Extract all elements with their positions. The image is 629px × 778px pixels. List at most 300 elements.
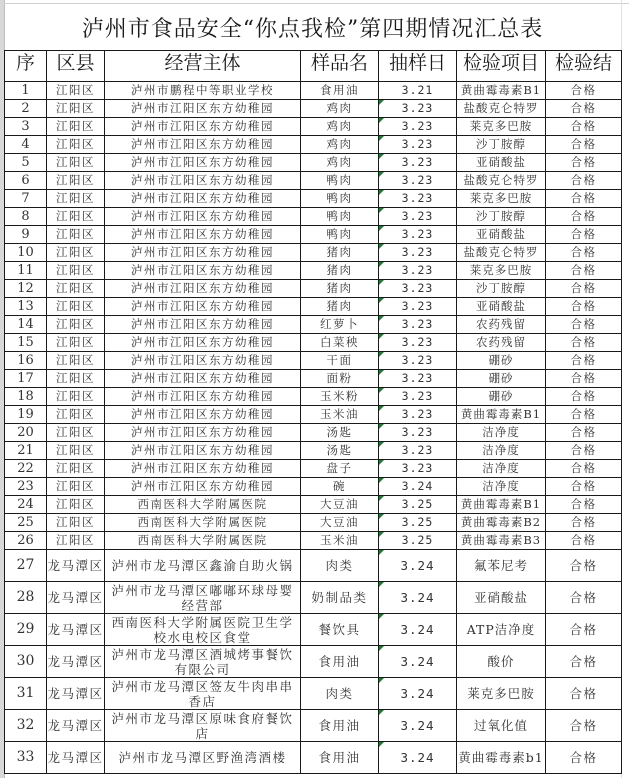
text-number-warning-icon[interactable] (379, 478, 384, 483)
cell-date[interactable] (379, 710, 457, 742)
cell-district[interactable]: 江阳区 (47, 244, 105, 262)
cell-item[interactable]: 莱克多巴胺 (457, 190, 546, 208)
cell-result[interactable]: 合格 (546, 244, 622, 262)
cell-result[interactable]: 合格 (546, 532, 622, 550)
cell-date[interactable] (379, 496, 457, 514)
cell-district[interactable]: 江阳区 (47, 280, 105, 298)
cell-district[interactable]: 龙马潭区 (47, 614, 105, 646)
cell-date[interactable] (379, 262, 457, 280)
table-header-row (5, 51, 622, 82)
cell-item[interactable]: 黄曲霉毒素B1 (457, 82, 546, 100)
cell-date[interactable] (379, 582, 457, 614)
cell-entity[interactable]: 泸州市江阳区东方幼稚园 (105, 244, 301, 262)
table-row (5, 646, 622, 678)
table-row (5, 244, 622, 262)
cell-date[interactable] (379, 316, 457, 334)
header-sample[interactable]: 样品名 (301, 51, 379, 82)
date-value: 3.23 (401, 425, 434, 439)
cell-sample[interactable]: 肉类 (301, 550, 379, 582)
cell-result[interactable]: 合格 (546, 388, 622, 406)
text-number-warning-icon[interactable] (379, 190, 384, 195)
cell-seq[interactable]: 28 (5, 582, 47, 614)
text-number-warning-icon[interactable] (379, 710, 384, 715)
cell-entity[interactable]: 泸州市江阳区东方幼稚园 (105, 280, 301, 298)
cell-sample[interactable]: 鸭肉 (301, 190, 379, 208)
cell-date[interactable] (379, 614, 457, 646)
cell-district[interactable]: 江阳区 (47, 496, 105, 514)
table-row (5, 710, 622, 742)
cell-result[interactable]: 合格 (546, 226, 622, 244)
cell-sample[interactable]: 猪肉 (301, 244, 379, 262)
cell-sample[interactable]: 食用油 (301, 742, 379, 774)
cell-item[interactable]: 亚硝酸盐 (457, 154, 546, 172)
cell-seq[interactable]: 30 (5, 646, 47, 678)
cell-sample[interactable]: 大豆油 (301, 514, 379, 532)
text-number-warning-icon[interactable] (379, 352, 384, 357)
date-value: 3.23 (401, 335, 434, 349)
cell-seq[interactable]: 16 (5, 352, 47, 370)
cell-result[interactable]: 合格 (546, 424, 622, 442)
cell-entity[interactable]: 泸州市江阳区东方幼稚园 (105, 406, 301, 424)
cell-date[interactable] (379, 226, 457, 244)
cell-item[interactable]: 亚硝酸盐 (457, 298, 546, 316)
cell-district[interactable]: 江阳区 (47, 190, 105, 208)
cell-seq[interactable]: 12 (5, 280, 47, 298)
cell-seq[interactable]: 2 (5, 100, 47, 118)
cell-item[interactable]: 盐酸克仑特罗 (457, 172, 546, 190)
cell-entity[interactable]: 泸州市江阳区东方幼稚园 (105, 370, 301, 388)
cell-item[interactable]: 沙丁胺醇 (457, 280, 546, 298)
cell-date[interactable] (379, 478, 457, 496)
cell-item[interactable]: 洁净度 (457, 442, 546, 460)
cell-district[interactable]: 江阳区 (47, 136, 105, 154)
cell-date[interactable] (379, 190, 457, 208)
text-number-warning-icon[interactable] (379, 172, 384, 177)
cell-result[interactable]: 合格 (546, 742, 622, 774)
cell-sample[interactable]: 鸡肉 (301, 118, 379, 136)
table-body (5, 82, 622, 774)
cell-result[interactable]: 合格 (546, 136, 622, 154)
cell-result[interactable]: 合格 (546, 190, 622, 208)
cell-entity[interactable]: 西南医科大学附属医院 (105, 514, 301, 532)
cell-entity[interactable]: 泸州市龙马潭区鑫渝自助火锅 (105, 550, 301, 582)
cell-sample[interactable]: 红萝卜 (301, 316, 379, 334)
cell-entity[interactable]: 泸州市江阳区东方幼稚园 (105, 172, 301, 190)
text-number-warning-icon[interactable] (379, 226, 384, 231)
cell-item[interactable]: 黄曲霉毒素B3 (457, 532, 546, 550)
cell-date[interactable] (379, 406, 457, 424)
cell-seq[interactable]: 32 (5, 710, 47, 742)
cell-seq[interactable]: 25 (5, 514, 47, 532)
cell-sample[interactable]: 鸡肉 (301, 154, 379, 172)
text-number-warning-icon[interactable] (379, 118, 384, 123)
cell-date[interactable] (379, 334, 457, 352)
date-value: 3.23 (401, 389, 434, 403)
cell-entity[interactable]: 泸州市江阳区东方幼稚园 (105, 460, 301, 478)
cell-district[interactable]: 江阳区 (47, 334, 105, 352)
cell-entity[interactable]: 泸州市江阳区东方幼稚园 (105, 442, 301, 460)
cell-item[interactable]: 硼砂 (457, 370, 546, 388)
cell-district[interactable]: 龙马潭区 (47, 582, 105, 614)
cell-district[interactable]: 江阳区 (47, 424, 105, 442)
cell-item[interactable]: 洁净度 (457, 460, 546, 478)
cell-sample[interactable]: 玉米油 (301, 406, 379, 424)
cell-item[interactable]: 硼砂 (457, 388, 546, 406)
cell-seq[interactable]: 22 (5, 460, 47, 478)
date-value: 3.21 (401, 83, 434, 97)
cell-district[interactable]: 江阳区 (47, 406, 105, 424)
cell-result[interactable]: 合格 (546, 582, 622, 614)
cell-district[interactable]: 江阳区 (47, 442, 105, 460)
cell-district[interactable]: 江阳区 (47, 118, 105, 136)
cell-date[interactable] (379, 388, 457, 406)
cell-result[interactable]: 合格 (546, 208, 622, 226)
cell-result[interactable]: 合格 (546, 352, 622, 370)
cell-seq[interactable]: 10 (5, 244, 47, 262)
cell-result[interactable]: 合格 (546, 678, 622, 710)
cell-sample[interactable]: 鸭肉 (301, 172, 379, 190)
date-value: 3.24 (400, 654, 435, 669)
cell-item[interactable]: 硼砂 (457, 352, 546, 370)
text-number-warning-icon[interactable] (379, 316, 384, 321)
cell-date[interactable] (379, 244, 457, 262)
cell-district[interactable]: 龙马潭区 (47, 710, 105, 742)
date-value: 3.23 (401, 137, 434, 151)
cell-entity[interactable]: 泸州市龙马潭区原味食府餐饮店 (105, 710, 301, 742)
cell-item[interactable]: 盐酸克仑特罗 (457, 100, 546, 118)
cell-date[interactable] (379, 172, 457, 190)
cell-item[interactable]: 农药残留 (457, 334, 546, 352)
cell-district[interactable]: 龙马潭区 (47, 646, 105, 678)
cell-entity[interactable]: 泸州市江阳区东方幼稚园 (105, 226, 301, 244)
cell-sample[interactable]: 食用油 (301, 646, 379, 678)
cell-seq[interactable]: 4 (5, 136, 47, 154)
cell-result[interactable]: 合格 (546, 172, 622, 190)
text-number-warning-icon[interactable] (379, 334, 384, 339)
cell-result[interactable]: 合格 (546, 316, 622, 334)
cell-result[interactable]: 合格 (546, 100, 622, 118)
cell-sample[interactable]: 猪肉 (301, 280, 379, 298)
cell-date[interactable] (379, 442, 457, 460)
cell-item[interactable]: 氟苯尼考 (457, 550, 546, 582)
text-number-warning-icon[interactable] (379, 742, 384, 747)
cell-item[interactable]: 洁净度 (457, 478, 546, 496)
cell-item[interactable]: 亚硝酸盐 (457, 226, 546, 244)
cell-date[interactable] (379, 100, 457, 118)
cell-seq[interactable]: 26 (5, 532, 47, 550)
cell-date[interactable] (379, 118, 457, 136)
text-number-warning-icon[interactable] (379, 496, 384, 501)
cell-result[interactable]: 合格 (546, 280, 622, 298)
cell-district[interactable]: 江阳区 (47, 388, 105, 406)
cell-item[interactable]: 莱克多巴胺 (457, 262, 546, 280)
cell-district[interactable]: 江阳区 (47, 478, 105, 496)
cell-date[interactable] (379, 82, 457, 100)
cell-result[interactable]: 合格 (546, 262, 622, 280)
cell-seq[interactable]: 24 (5, 496, 47, 514)
cell-district[interactable]: 江阳区 (47, 262, 105, 280)
cell-date[interactable] (379, 460, 457, 478)
cell-date[interactable] (379, 298, 457, 316)
cell-seq[interactable]: 1 (5, 82, 47, 100)
cell-date[interactable] (379, 370, 457, 388)
cell-entity[interactable]: 泸州市江阳区东方幼稚园 (105, 334, 301, 352)
cell-result[interactable]: 合格 (546, 370, 622, 388)
cell-sample[interactable]: 盘子 (301, 460, 379, 478)
text-number-warning-icon[interactable] (379, 136, 384, 141)
cell-entity[interactable]: 泸州市江阳区东方幼稚园 (105, 388, 301, 406)
cell-sample[interactable]: 鸭肉 (301, 208, 379, 226)
text-number-warning-icon[interactable] (379, 514, 384, 519)
cell-seq[interactable]: 27 (5, 550, 47, 582)
cell-sample[interactable]: 玉米粉 (301, 388, 379, 406)
cell-sample[interactable]: 面粉 (301, 370, 379, 388)
cell-seq[interactable]: 17 (5, 370, 47, 388)
cell-entity[interactable]: 泸州市龙马潭区野渔湾酒楼 (105, 742, 301, 774)
cell-entity[interactable]: 泸州市龙马潭区嘟嘟环球母婴经营部 (105, 582, 301, 614)
cell-sample[interactable]: 食用油 (301, 710, 379, 742)
cell-district[interactable]: 江阳区 (47, 226, 105, 244)
cell-item[interactable]: 洁净度 (457, 424, 546, 442)
cell-seq[interactable]: 7 (5, 190, 47, 208)
text-number-warning-icon[interactable] (379, 646, 384, 651)
header-district[interactable]: 区县 (47, 51, 105, 82)
cell-seq[interactable]: 8 (5, 208, 47, 226)
table-row (5, 460, 622, 478)
cell-entity[interactable]: 泸州市江阳区东方幼稚园 (105, 136, 301, 154)
date-value: 3.25 (401, 515, 434, 529)
text-number-warning-icon[interactable] (379, 442, 384, 447)
cell-district[interactable]: 江阳区 (47, 208, 105, 226)
cell-seq[interactable]: 15 (5, 334, 47, 352)
cell-seq[interactable]: 20 (5, 424, 47, 442)
cell-sample[interactable]: 鸡肉 (301, 100, 379, 118)
cell-result[interactable]: 合格 (546, 334, 622, 352)
cell-sample[interactable]: 大豆油 (301, 496, 379, 514)
cell-result[interactable]: 合格 (546, 298, 622, 316)
cell-district[interactable]: 江阳区 (47, 352, 105, 370)
text-number-warning-icon[interactable] (379, 532, 384, 537)
cell-seq[interactable]: 14 (5, 316, 47, 334)
table-row (5, 678, 622, 710)
text-number-warning-icon[interactable] (379, 370, 384, 375)
cell-district[interactable]: 江阳区 (47, 298, 105, 316)
cell-entity[interactable]: 泸州市江阳区东方幼稚园 (105, 316, 301, 334)
cell-district[interactable]: 江阳区 (47, 82, 105, 100)
text-number-warning-icon[interactable] (379, 582, 384, 587)
date-value: 3.23 (401, 119, 434, 133)
cell-result[interactable]: 合格 (546, 82, 622, 100)
cell-district[interactable]: 江阳区 (47, 154, 105, 172)
cell-date[interactable] (379, 136, 457, 154)
cell-seq[interactable]: 19 (5, 406, 47, 424)
text-number-warning-icon[interactable] (379, 244, 384, 249)
cell-seq[interactable]: 21 (5, 442, 47, 460)
right-gridline (621, 0, 629, 778)
text-number-warning-icon[interactable] (379, 424, 384, 429)
cell-date[interactable] (379, 424, 457, 442)
cell-item[interactable]: 莱克多巴胺 (457, 118, 546, 136)
cell-item[interactable]: 过氧化值 (457, 710, 546, 742)
cell-item[interactable]: 黄曲霉毒素B2 (457, 514, 546, 532)
cell-result[interactable]: 合格 (546, 118, 622, 136)
table-row (5, 478, 622, 496)
cell-sample[interactable]: 汤匙 (301, 442, 379, 460)
cell-item[interactable]: 酸价 (457, 646, 546, 678)
cell-seq[interactable]: 6 (5, 172, 47, 190)
cell-date[interactable] (379, 742, 457, 774)
cell-seq[interactable]: 29 (5, 614, 47, 646)
cell-sample[interactable]: 汤匙 (301, 424, 379, 442)
cell-result[interactable]: 合格 (546, 550, 622, 582)
text-number-warning-icon[interactable] (379, 280, 384, 285)
cell-date[interactable] (379, 352, 457, 370)
cell-entity[interactable]: 泸州市江阳区东方幼稚园 (105, 352, 301, 370)
cell-result[interactable]: 合格 (546, 710, 622, 742)
text-number-warning-icon[interactable] (379, 208, 384, 213)
cell-district[interactable]: 龙马潭区 (47, 742, 105, 774)
cell-date[interactable] (379, 678, 457, 710)
cell-item[interactable]: 亚硝酸盐 (457, 582, 546, 614)
cell-seq[interactable]: 11 (5, 262, 47, 280)
cell-entity[interactable]: 西南医科大学附属医院 (105, 532, 301, 550)
cell-district[interactable]: 龙马潭区 (47, 678, 105, 710)
cell-district[interactable]: 江阳区 (47, 316, 105, 334)
cell-sample[interactable]: 鸭肉 (301, 226, 379, 244)
header-item[interactable]: 检验项目 (457, 51, 546, 82)
cell-item[interactable]: ATP洁净度 (457, 614, 546, 646)
cell-entity[interactable]: 泸州市鹏程中等职业学校 (105, 82, 301, 100)
cell-district[interactable]: 江阳区 (47, 460, 105, 478)
cell-result[interactable]: 合格 (546, 406, 622, 424)
table-row (5, 82, 622, 100)
table-row (5, 136, 622, 154)
cell-result[interactable]: 合格 (546, 514, 622, 532)
cell-result[interactable]: 合格 (546, 496, 622, 514)
date-value: 3.23 (401, 263, 434, 277)
cell-result[interactable]: 合格 (546, 614, 622, 646)
cell-entity[interactable]: 泸州市江阳区东方幼稚园 (105, 478, 301, 496)
table-row (5, 100, 622, 118)
cell-seq[interactable]: 13 (5, 298, 47, 316)
cell-result[interactable]: 合格 (546, 478, 622, 496)
cell-result[interactable]: 合格 (546, 442, 622, 460)
cell-district[interactable]: 江阳区 (47, 370, 105, 388)
cell-sample[interactable]: 玉米油 (301, 532, 379, 550)
cell-district[interactable]: 江阳区 (47, 532, 105, 550)
cell-seq[interactable]: 18 (5, 388, 47, 406)
cell-sample[interactable]: 干面 (301, 352, 379, 370)
cell-district[interactable]: 江阳区 (47, 172, 105, 190)
date-value: 3.24 (400, 590, 435, 605)
date-value: 3.25 (401, 497, 434, 511)
cell-district[interactable]: 江阳区 (47, 100, 105, 118)
text-number-warning-icon[interactable] (379, 298, 384, 303)
cell-result[interactable]: 合格 (546, 154, 622, 172)
cell-district[interactable]: 江阳区 (47, 514, 105, 532)
cell-entity[interactable]: 泸州市江阳区东方幼稚园 (105, 208, 301, 226)
cell-sample[interactable]: 餐饮具 (301, 614, 379, 646)
header-result[interactable]: 检验结 (546, 51, 622, 82)
cell-district[interactable]: 龙马潭区 (47, 550, 105, 582)
cell-entity[interactable]: 泸州市江阳区东方幼稚园 (105, 424, 301, 442)
cell-result[interactable]: 合格 (546, 646, 622, 678)
cell-seq[interactable]: 5 (5, 154, 47, 172)
table-row (5, 582, 622, 614)
text-number-warning-icon[interactable] (379, 154, 384, 159)
table-row (5, 226, 622, 244)
cell-seq[interactable]: 9 (5, 226, 47, 244)
cell-entity[interactable]: 西南医科大学附属医院卫生学校水电校区食堂 (105, 614, 301, 646)
cell-date[interactable] (379, 280, 457, 298)
cell-sample[interactable]: 猪肉 (301, 298, 379, 316)
cell-seq[interactable]: 23 (5, 478, 47, 496)
cell-entity[interactable]: 泸州市江阳区东方幼稚园 (105, 262, 301, 280)
cell-item[interactable]: 黄曲霉毒素B1 (457, 406, 546, 424)
date-value: 3.23 (401, 317, 434, 331)
text-number-warning-icon[interactable] (379, 460, 384, 465)
cell-date[interactable] (379, 646, 457, 678)
cell-date[interactable] (379, 532, 457, 550)
cell-date[interactable] (379, 154, 457, 172)
text-number-warning-icon[interactable] (379, 614, 384, 619)
cell-item[interactable]: 沙丁胺醇 (457, 208, 546, 226)
cell-item[interactable]: 沙丁胺醇 (457, 136, 546, 154)
table-row (5, 154, 622, 172)
header-date[interactable]: 抽样日 (379, 51, 457, 82)
cell-seq[interactable]: 3 (5, 118, 47, 136)
cell-entity[interactable]: 泸州市江阳区东方幼稚园 (105, 298, 301, 316)
cell-item[interactable]: 莱克多巴胺 (457, 678, 546, 710)
cell-entity[interactable]: 泸州市龙马潭区签友牛肉串串香店 (105, 678, 301, 710)
cell-sample[interactable]: 碗 (301, 478, 379, 496)
text-number-warning-icon[interactable] (379, 100, 384, 105)
cell-entity[interactable]: 泸州市龙马潭区酒城烤事餐饮有限公司 (105, 646, 301, 678)
cell-sample[interactable]: 白菜秧 (301, 334, 379, 352)
text-number-warning-icon[interactable] (379, 678, 384, 683)
text-number-warning-icon[interactable] (379, 262, 384, 267)
cell-seq[interactable]: 31 (5, 678, 47, 710)
text-number-warning-icon[interactable] (379, 406, 384, 411)
table-row (5, 208, 622, 226)
cell-entity[interactable]: 泸州市江阳区东方幼稚园 (105, 154, 301, 172)
cell-sample[interactable]: 肉类 (301, 678, 379, 710)
cell-item[interactable]: 黄曲霉毒素B1 (457, 496, 546, 514)
table-row (5, 532, 622, 550)
cell-sample[interactable]: 食用油 (301, 82, 379, 100)
cell-sample[interactable]: 鸡肉 (301, 136, 379, 154)
cell-sample[interactable]: 奶制品类 (301, 582, 379, 614)
date-value: 3.23 (401, 101, 434, 115)
header-seq[interactable]: 序 (5, 51, 47, 82)
cell-entity[interactable]: 西南医科大学附属医院 (105, 496, 301, 514)
cell-date[interactable] (379, 550, 457, 582)
header-entity[interactable]: 经营主体 (105, 51, 301, 82)
cell-date[interactable] (379, 514, 457, 532)
cell-item[interactable]: 黄曲霉毒素b1 (457, 742, 546, 774)
cell-seq[interactable]: 33 (5, 742, 47, 774)
cell-entity[interactable]: 泸州市江阳区东方幼稚园 (105, 100, 301, 118)
cell-sample[interactable]: 猪肉 (301, 262, 379, 280)
text-number-warning-icon[interactable] (379, 550, 384, 555)
cell-entity[interactable]: 泸州市江阳区东方幼稚园 (105, 190, 301, 208)
cell-item[interactable]: 农药残留 (457, 316, 546, 334)
text-number-warning-icon[interactable] (379, 388, 384, 393)
cell-entity[interactable]: 泸州市江阳区东方幼稚园 (105, 118, 301, 136)
cell-item[interactable]: 盐酸克仑特罗 (457, 244, 546, 262)
cell-result[interactable]: 合格 (546, 460, 622, 478)
cell-date[interactable] (379, 208, 457, 226)
